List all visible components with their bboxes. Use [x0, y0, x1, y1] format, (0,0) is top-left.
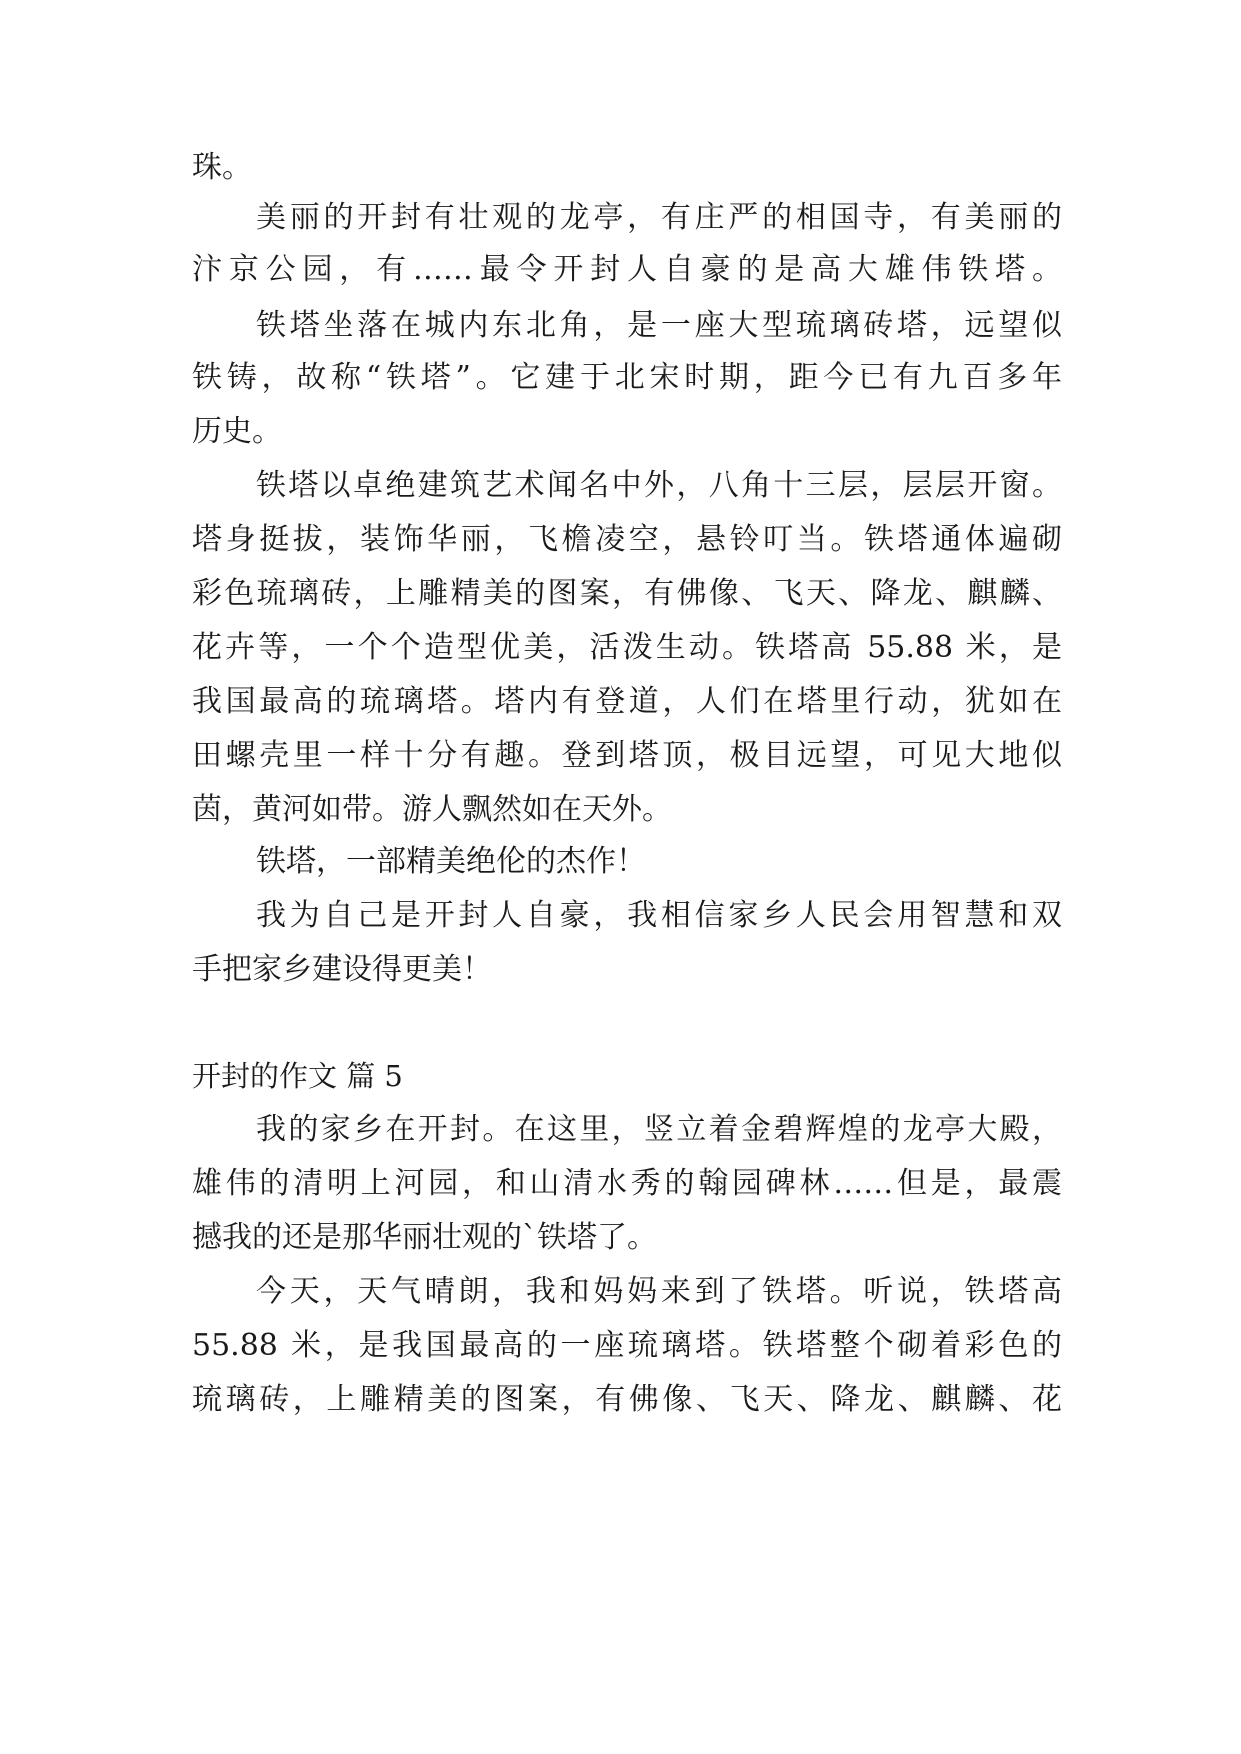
- text-line: 塔身挺拔，装饰华丽，飞檐凌空，悬铃叮当。铁塔通体遍砌: [192, 522, 1062, 557]
- text-line: 铁铸，故称“铁塔”。它建于北宋时期，距今已有九百多年: [192, 360, 1062, 395]
- text-line: 今天，天气晴朗，我和妈妈来到了铁塔。听说，铁塔高: [256, 1274, 1062, 1309]
- text-line: 茵，黄河如带。游人飘然如在天外。: [192, 792, 672, 827]
- text-line: 我国最高的琉璃塔。塔内有登道，人们在塔里行动，犹如在: [192, 684, 1062, 719]
- text-line: 琉璃砖，上雕精美的图案，有佛像、飞天、降龙、麒麟、花: [192, 1382, 1062, 1417]
- text-line: 我为自己是开封人自豪，我相信家乡人民会用智慧和双: [256, 898, 1062, 933]
- text-line: 手把家乡建设得更美！: [192, 952, 492, 987]
- text-line: 铁塔以卓绝建筑艺术闻名中外，八角十三层，层层开窗。: [256, 468, 1062, 503]
- text-line: 汴京公园，有……最令开封人自豪的是高大雄伟铁塔。: [192, 252, 1062, 287]
- text-line: 田螺壳里一样十分有趣。登到塔顶，极目远望，可见大地似: [192, 738, 1062, 773]
- text-line: 55.88 米，是我国最高的一座琉璃塔。铁塔整个砌着彩色的: [192, 1328, 1062, 1363]
- text-line: 雄伟的清明上河园，和山清水秀的翰园碑林……但是，最震: [192, 1166, 1062, 1201]
- text-line: 历史。: [192, 414, 282, 449]
- text-line: 撼我的还是那华丽壮观的`铁塔了。: [192, 1220, 657, 1255]
- text-line: 我的家乡在开封。在这里，竖立着金碧辉煌的龙亭大殿，: [256, 1112, 1062, 1147]
- text-line: 铁塔坐落在城内东北角，是一座大型琉璃砖塔，远望似: [256, 308, 1062, 343]
- text-line: 美丽的开封有壮观的龙亭，有庄严的相国寺，有美丽的: [256, 200, 1062, 235]
- text-line: 铁塔，一部精美绝伦的杰作！: [256, 844, 646, 879]
- text-line: 花卉等，一个个造型优美，活泼生动。铁塔高 55.88 米，是: [192, 630, 1062, 665]
- text-line: 彩色琉璃砖，上雕精美的图案，有佛像、飞天、降龙、麒麟、: [192, 576, 1062, 611]
- section-heading: 开封的作文 篇 5: [192, 1059, 403, 1093]
- text-line: 珠。: [192, 150, 252, 185]
